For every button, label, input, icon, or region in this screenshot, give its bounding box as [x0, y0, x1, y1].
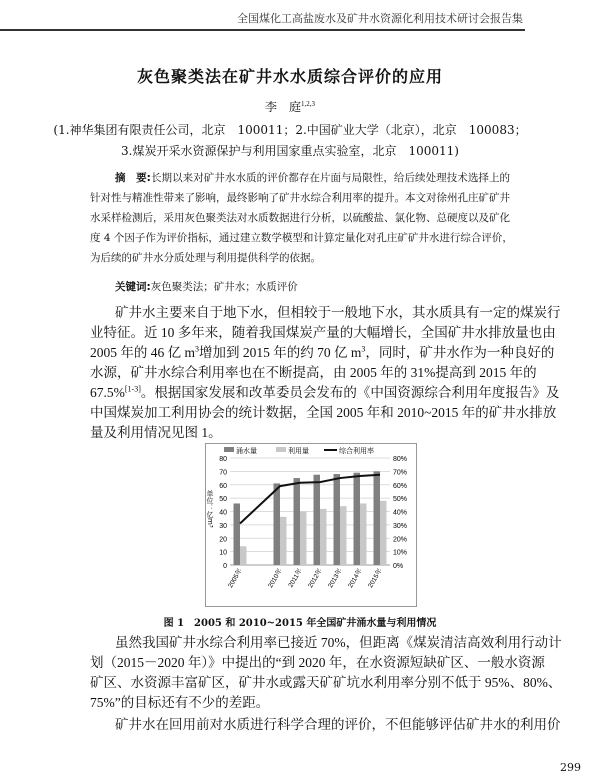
x-tick-label: 2010年 — [267, 567, 284, 590]
running-header: 全国煤化工高盐废水及矿井水资源化利用技术研讨会报告集 — [237, 12, 523, 25]
y2-tick-label: 10% — [393, 549, 408, 557]
legend-label: 综合利用率 — [339, 447, 374, 455]
bar-利用量 — [380, 501, 387, 565]
page-number: 299 — [560, 761, 581, 774]
x-tick-label: 2013年 — [327, 567, 344, 590]
x-tick-label: 2012年 — [307, 567, 324, 590]
y2-tick-label: 0% — [393, 563, 404, 570]
y-tick-label: 60 — [219, 482, 227, 490]
bar-涌水量 — [294, 478, 301, 565]
x-tick-label: 2015年 — [367, 567, 384, 590]
abstract-line: 度 4 个因子作为评价指标，通过建立数学模型和计算定量化对孔庄矿矿井水进行综合评价， — [90, 232, 513, 244]
keywords — [115, 279, 510, 295]
y2-tick-label: 50% — [393, 496, 408, 504]
body-line: 水源，矿井水综合利用率也在不断提高，由 2005 年的 31%提高到 2015 年的 — [90, 365, 537, 380]
y-tick-label: 50 — [219, 496, 227, 504]
text: 增加到 2015 年的约 70 亿 m — [199, 345, 362, 360]
body-line: 矿井水主要来自于地下水，但相较于一般地下水，其水质具有一定的煤炭行 — [115, 305, 561, 320]
body-line: 75%”的目标还有不少的差距。 — [90, 695, 270, 710]
keywords-label: 关键词: — [115, 281, 151, 293]
keywords-text: 灰色聚类法；矿井水；水质评价 — [150, 281, 298, 293]
superscript: 3 — [361, 344, 366, 354]
chart-svg — [206, 444, 416, 606]
x-tick-label: 2005年 — [227, 567, 244, 590]
y-tick-label: 10 — [219, 549, 227, 557]
bar-利用量 — [280, 517, 287, 565]
author-name: 李 庭 — [264, 100, 301, 114]
bar-涌水量 — [274, 483, 281, 565]
y2-tick-label: 40% — [393, 509, 408, 517]
body-line: 划（2015－2020 年）》中提出的“到 2020 年，在水资源短缺矿区、一般水资源 — [90, 655, 545, 670]
affiliation-line: 3.煤炭开采水资源保护与利用国家重点实验室，北京 100011) — [121, 144, 459, 158]
y2-tick-label: 20% — [393, 536, 408, 544]
y-tick-label: 80 — [219, 456, 227, 463]
body-line: 矿井水在回用前对水质进行科学合理的评价，不但能够评估矿井水的利用价 — [115, 717, 561, 732]
y-tick-label: 0 — [223, 563, 227, 570]
y2-tick-label: 30% — [393, 522, 408, 530]
body-line — [90, 344, 555, 361]
abstract-line: 针对性与精准性带来了影响，最终影响了矿井水综合利用率的提升。本文对徐州孔庄矿矿井 — [90, 192, 510, 204]
bar-涌水量 — [374, 471, 381, 565]
citation: [1-3] — [124, 384, 141, 394]
bar-涌水量 — [334, 474, 341, 565]
legend-swatch — [276, 447, 286, 452]
text: ，同时，矿井水作为一种良好的 — [365, 345, 555, 360]
body-line: 业特征。近 10 多年来，随着我国煤炭产量的大幅增长，全国矿井水排放量也由 — [90, 325, 556, 340]
author-affil-marks: 1,2,3 — [301, 100, 315, 108]
x-tick-label: 2014年 — [347, 567, 364, 590]
body-line: 中国煤炭加工利用协会的统计数据，全国 2005 年和 2010~2015 年的矿井水排放 — [90, 405, 557, 420]
y-tick-label: 20 — [219, 536, 227, 544]
legend-label: 利用量 — [288, 447, 309, 455]
figure-1-chart — [205, 443, 417, 607]
bar-利用量 — [340, 506, 347, 565]
y2-tick-label: 60% — [393, 482, 408, 490]
abstract-text: 长期以来对矿井水水质的评价都存在片面与局限性，给后续处理技术选择上的 — [150, 172, 510, 184]
text: 。根据国家发展和改革委员会发布的《中国资源综合利用年度报告》及 — [140, 385, 560, 400]
body-line — [90, 384, 560, 401]
abstract-line: 为后续的矿井水分质处理与利用提供科学的依据。 — [90, 252, 321, 264]
bar-利用量 — [240, 546, 247, 565]
y2-tick-label: 70% — [393, 469, 408, 477]
affiliation-line: (1.神华集团有限责任公司，北京 100011；2.中国矿业大学（北京），北京 100083； — [53, 123, 527, 137]
y2-tick-label: 80% — [393, 456, 408, 463]
body-line: 矿区、水资源丰富矿区，矿井水或露天矿矿坑水利用率分别不低于 95%、80%、 — [90, 675, 562, 690]
bar-利用量 — [300, 512, 307, 566]
header-rule — [0, 29, 525, 31]
body-line: 量及利用情况见图 1。 — [90, 425, 222, 440]
legend-swatch — [224, 447, 234, 452]
y-axis-label: 单位：亿m³ — [206, 490, 214, 528]
bar-涌水量 — [234, 503, 241, 565]
legend-label: 涌水量 — [236, 447, 257, 455]
figure-caption: 图 1 2005 和 2010~2015 年全国矿井涌水量与利用情况 — [163, 618, 437, 629]
abstract-line: 水采样检测后，采用灰色聚类法对水质数据进行分析，以硫酸盐、氯化物、总硬度以及矿化 — [90, 212, 510, 224]
bar-利用量 — [320, 509, 327, 565]
x-tick-label: 2011年 — [287, 567, 304, 589]
bar-涌水量 — [314, 475, 321, 565]
superscript: 3 — [195, 344, 200, 354]
abstract-label: 摘 要: — [115, 172, 151, 184]
bar-涌水量 — [354, 473, 361, 565]
abstract-line — [115, 170, 510, 186]
author — [0, 98, 580, 115]
paper-title: 灰色聚类法在矿井水水质综合评价的应用 — [136, 67, 443, 86]
text: 2005 年的 46 亿 m — [90, 345, 196, 360]
body-line: 虽然我国矿井水综合利用率已接近 70%，但距离《煤炭清洁高效利用行动计 — [115, 635, 562, 650]
text: 67.5% — [90, 385, 125, 400]
y-tick-label: 40 — [219, 509, 227, 517]
bar-利用量 — [360, 503, 367, 565]
y-tick-label: 30 — [219, 522, 227, 530]
y-tick-label: 70 — [219, 469, 227, 477]
